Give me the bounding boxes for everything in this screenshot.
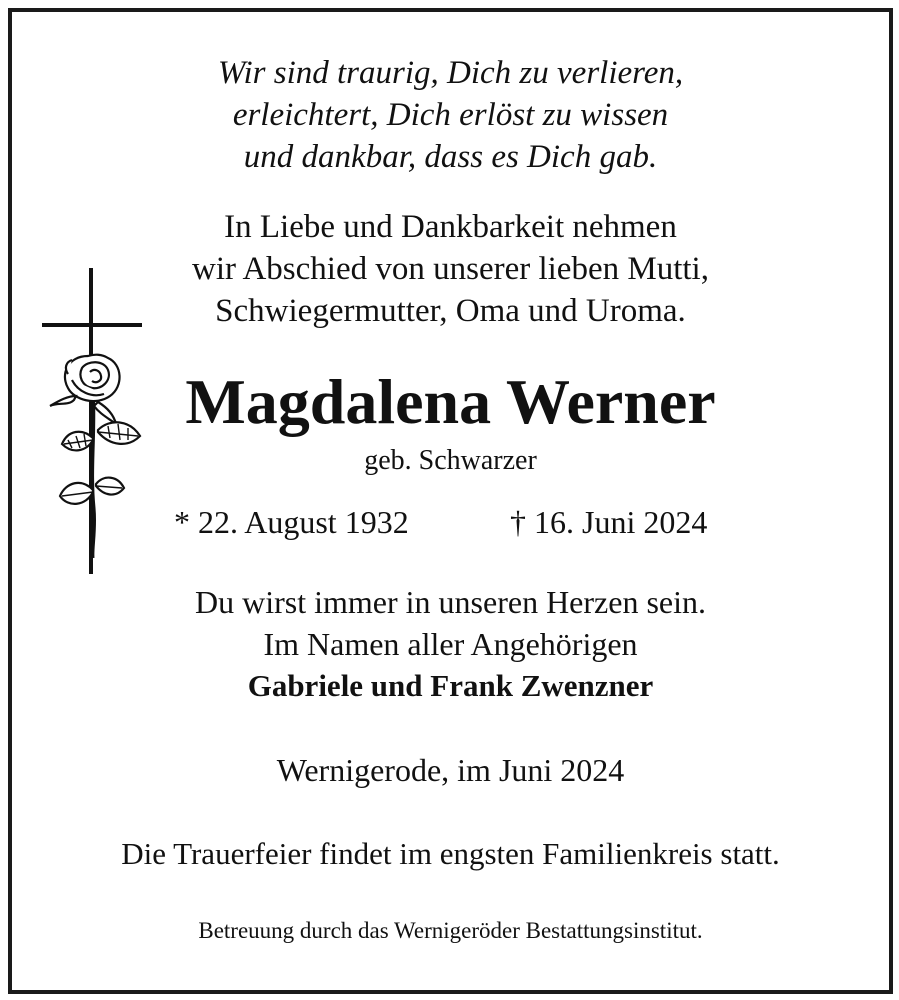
closing-line-2: Im Namen aller Angehörigen — [263, 626, 638, 662]
verse-line-2: erleichtert, Dich erlöst zu wissen — [232, 97, 669, 133]
verse-line-1: Wir sind traurig, Dich zu verlieren, — [217, 55, 684, 91]
signers: Gabriele und Frank Zwenzner — [247, 668, 654, 703]
funeral-home-note: Betreuung durch das Wernigeröder Bestattungsinstitut. — [198, 918, 703, 943]
intro-line-3: Schwiegermutter, Oma und Uroma. — [215, 293, 686, 329]
deceased-name: Magdalena Werner — [185, 366, 716, 437]
closing-line-1: Du wirst immer in unseren Herzen sein. — [195, 584, 706, 620]
service-note: Die Trauerfeier findet im engsten Familienkreis statt. — [121, 836, 780, 871]
birth-name: geb. Schwarzer — [364, 445, 537, 476]
intro-line-1: In Liebe und Dankbarkeit nehmen — [224, 209, 677, 245]
birth-date: * 22. August 1932 — [174, 504, 409, 540]
verse-line-3: und dankbar, dass es Dich gab. — [243, 139, 658, 175]
death-date: † 16. Juni 2024 — [510, 504, 708, 540]
intro-line-2: wir Abschied von unserer lieben Mutti, — [192, 251, 709, 287]
place-date: Wernigerode, im Juni 2024 — [276, 752, 625, 788]
obituary-notice — [8, 8, 893, 994]
